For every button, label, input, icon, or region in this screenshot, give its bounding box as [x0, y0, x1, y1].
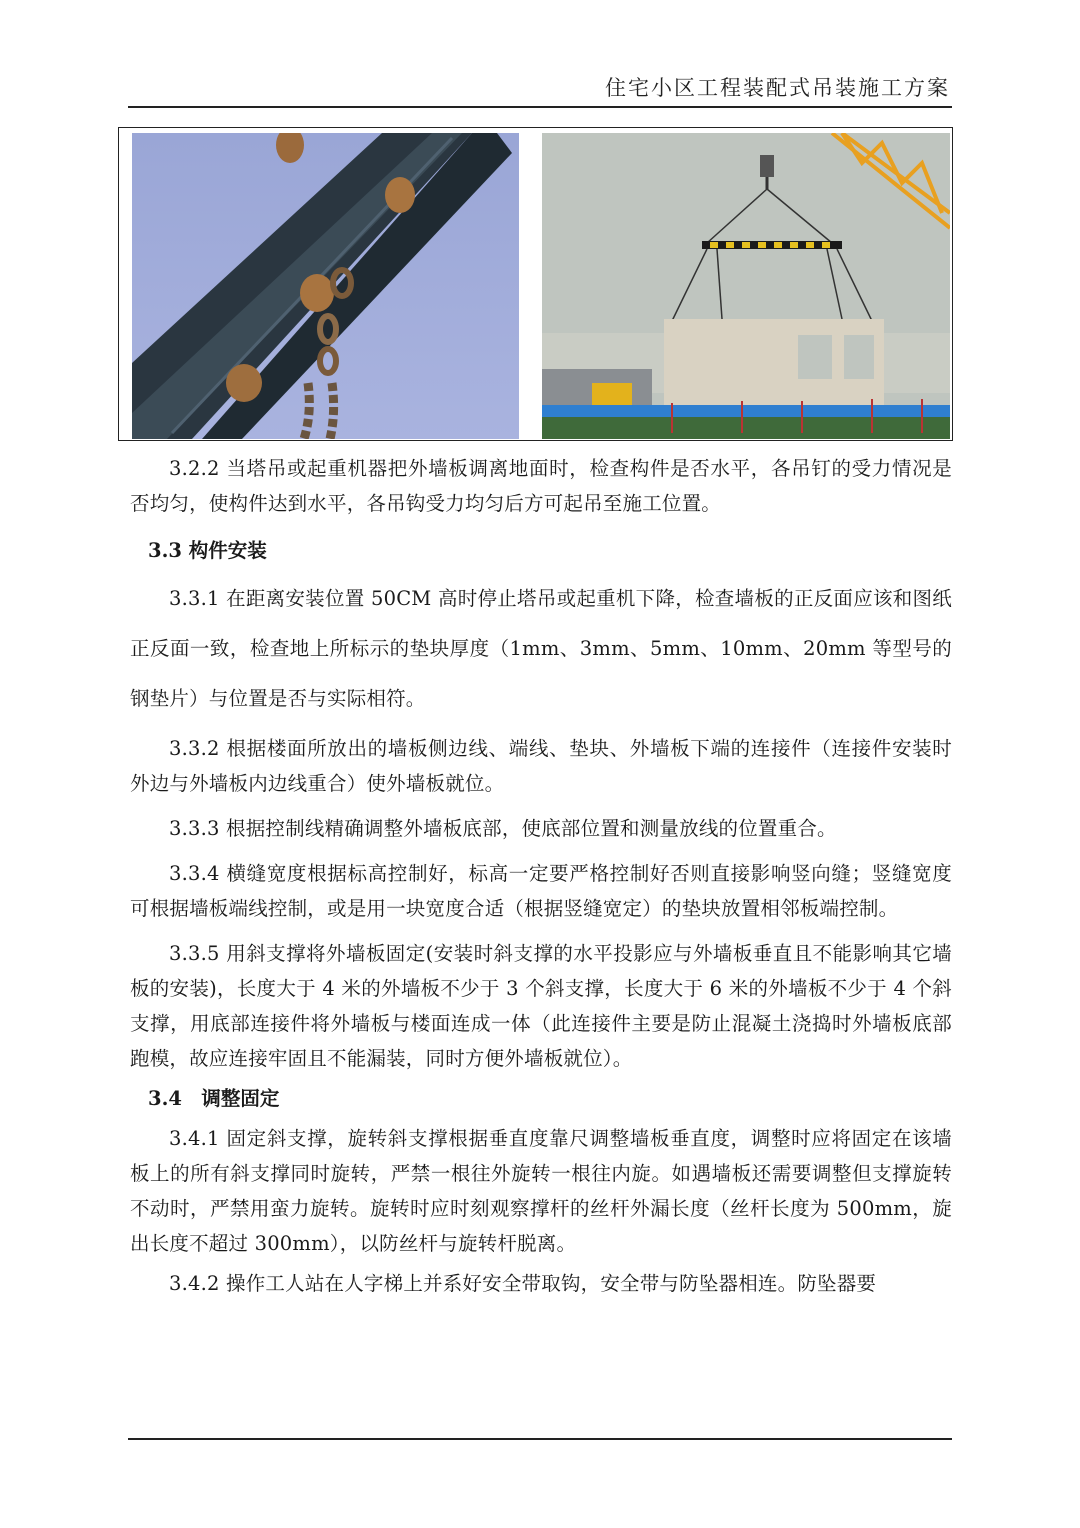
wall-panel-lift-photo-icon — [542, 133, 950, 439]
paragraph-3-3-5: 3.3.5 用斜支撑将外墙板固定(安装时斜支撑的水平投影应与外墙板垂直且不能影响其它墙板的安装)，长度大于 4 米的外墙板不少于 3 个斜支撑，长度大于 6 米的外墙板不少于 4 个斜支撑，用底部连接件将外墙板与楼面连成一体（此连接件主要是防止混凝土浇捣时外墙板底部跑模，故应连接牢固且不能漏装，同时方便外墙板就位）。 — [130, 942, 952, 1070]
section-3-3-2-to-3-3-5 — [130, 731, 952, 1301]
header-rule — [128, 106, 952, 108]
crane-chain-photo-icon — [132, 133, 519, 439]
section-3-3-1 — [130, 574, 952, 724]
paragraph-3-3-4: 3.3.4 横缝宽度根据标高控制好，标高一定要严格控制好否则直接影响竖向缝；竖缝宽度可根据墙板端线控制，或是用一块宽度合适（根据竖缝宽定）的垫块放置相邻板端控制。 — [130, 862, 952, 920]
paragraph-3-2-2: 3.2.2 当塔吊或起重机器把外墙板调离地面时，检查构件是否水平，各吊钉的受力情况是否均匀，使构件达到水平，各吊钩受力均匀后方可起吊至施工位置。 — [130, 457, 952, 515]
header-title: 住宅小区工程装配式吊装施工方案 — [605, 76, 950, 100]
section-3-2-2 — [130, 451, 952, 521]
paragraph-3-4-2: 3.4.2 操作工人站在人字梯上并系好安全带取钩，安全带与防坠器相连。防坠器要 — [169, 1272, 877, 1295]
section-3-3 — [130, 533, 952, 568]
wall-panel-lift-photo — [542, 133, 950, 439]
photo-frame — [118, 127, 953, 441]
paragraph-3-3-1: 3.3.1 在距离安装位置 50CM 高时停止塔吊或起重机下降，检查墙板的正反面应该和图纸正反面一致，检查地上所标示的垫块厚度（1mm、3mm、5mm、10mm、20mm 等型号的钢垫片）与位置是否与实际相符。 — [130, 587, 952, 710]
heading-3-3: 3.3 构件安装 — [148, 539, 267, 562]
paragraph-3-4-1: 3.4.1 固定斜支撑，旋转斜支撑根据垂直度靠尺调整墙板垂直度，调整时应将固定在该墙板上的所有斜支撑同时旋转，严禁一根往外旋转一根往内旋。如遇墙板还需要调整但支撑旋转不动时，严禁用蛮力旋转。旋转时应时刻观察撑杆的丝杆外漏长度（丝杆长度为 500mm，旋出长度不超过 300mm），以防丝杆与旋转杆脱离。 — [130, 1127, 952, 1255]
heading-3-4: 3.4 调整固定 — [148, 1087, 280, 1110]
paragraph-3-3-3: 3.3.3 根据控制线精确调整外墙板底部，使底部位置和测量放线的位置重合。 — [169, 817, 837, 840]
footer-rule — [128, 1438, 952, 1440]
paragraph-3-3-2: 3.3.2 根据楼面所放出的墙板侧边线、端线、垫块、外墙板下端的连接件（连接件安装时外边与外墙板内边线重合）使外墙板就位。 — [130, 737, 952, 795]
crane-chain-photo — [132, 133, 519, 439]
